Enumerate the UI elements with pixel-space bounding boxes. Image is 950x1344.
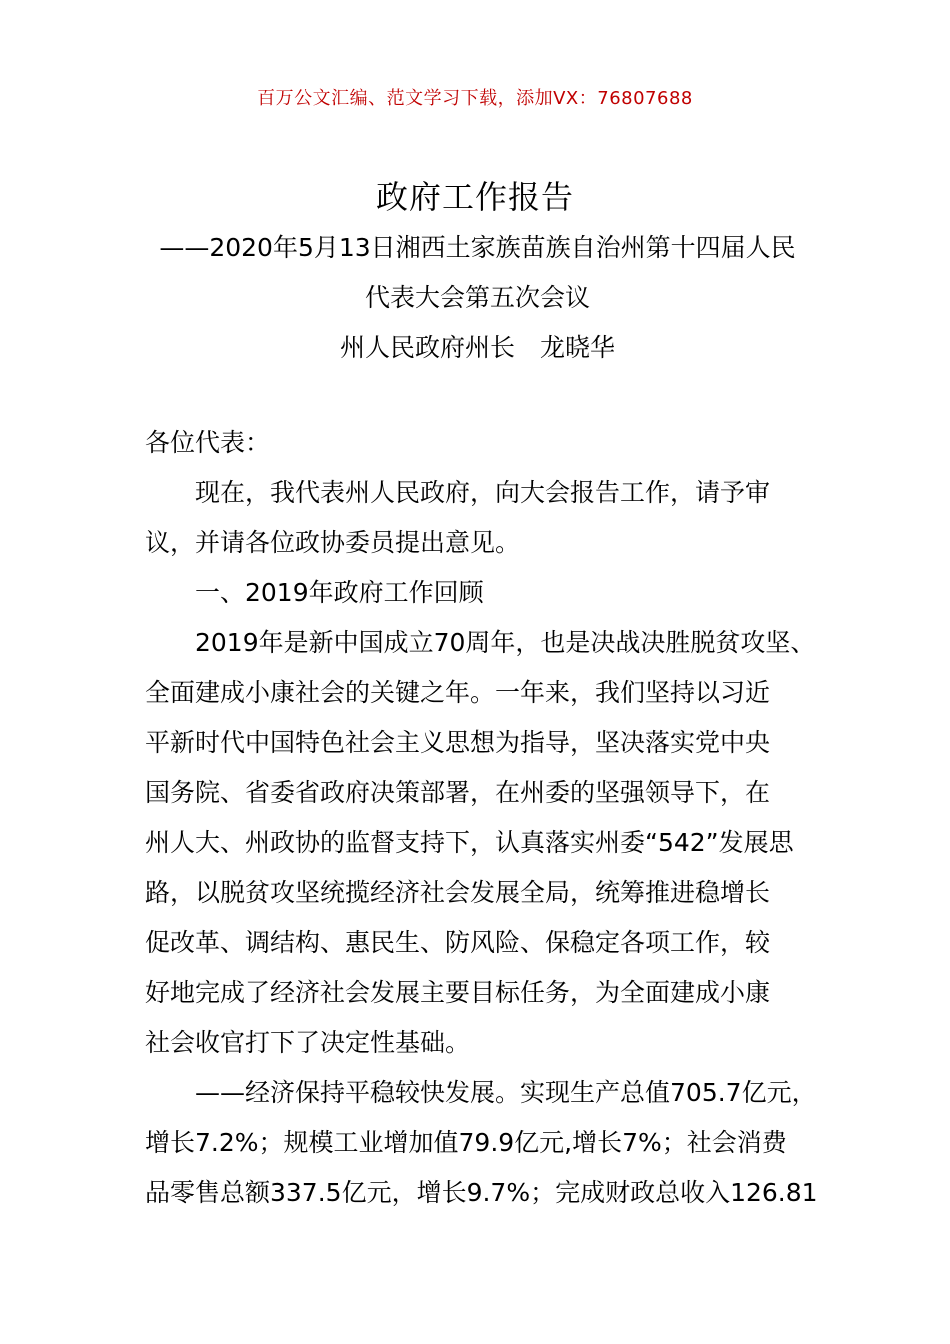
paragraph-line: 全面建成小康社会的关键之年。一年来，我们坚持以习近 (145, 678, 771, 707)
subtitle-line-2: 代表大会第五次会议 (364, 283, 590, 312)
paragraph-line: 国务院、省委省政府决策部署，在州委的坚强领导下，在 (145, 778, 771, 807)
section-heading: 一、2019年政府工作回顾 (195, 578, 484, 607)
paragraph-line: 增长7.2%；规模工业增加值79.9亿元,增长7%；社会消费 (145, 1128, 787, 1157)
document-title: 政府工作报告 (375, 178, 574, 216)
paragraph-line: 好地完成了经济社会发展主要目标任务，为全面建成小康 (145, 978, 771, 1007)
subtitle-line-1: ——2020年5月13日湘西土家族苗族自治州第十四届人民 (159, 233, 796, 262)
paragraph-line: ——经济保持平稳较快发展。实现生产总值705.7亿元， (195, 1078, 817, 1107)
paragraph-line: 现在，我代表州人民政府，向大会报告工作，请予审 (195, 478, 771, 507)
paragraph-line: 平新时代中国特色社会主义思想为指导，坚决落实党中央 (145, 728, 771, 757)
paragraph-line: 品零售总额337.5亿元，增长9.7%；完成财政总收入126.81 (145, 1178, 818, 1207)
paragraph-line: 议，并请各位政协委员提出意见。 (145, 528, 521, 557)
paragraph-line: 2019年是新中国成立70周年，也是决战决胜脱贫攻坚、 (195, 628, 816, 657)
salutation: 各位代表： (145, 428, 271, 457)
paragraph-line: 州人大、州政协的监督支持下，认真落实州委“542”发展思 (145, 828, 794, 857)
paragraph-line: 路，以脱贫攻坚统揽经济社会发展全局，统筹推进稳增长 (145, 878, 771, 907)
paragraph-line: 促改革、调结构、惠民生、防风险、保稳定各项工作，较 (145, 928, 771, 957)
subtitle-author: 州人民政府州长 龙晓华 (339, 333, 615, 362)
paragraph-line: 社会收官打下了决定性基础。 (145, 1028, 471, 1057)
header-advertisement: 百万公文汇编、范文学习下载，添加VX：76807688 (257, 88, 693, 109)
